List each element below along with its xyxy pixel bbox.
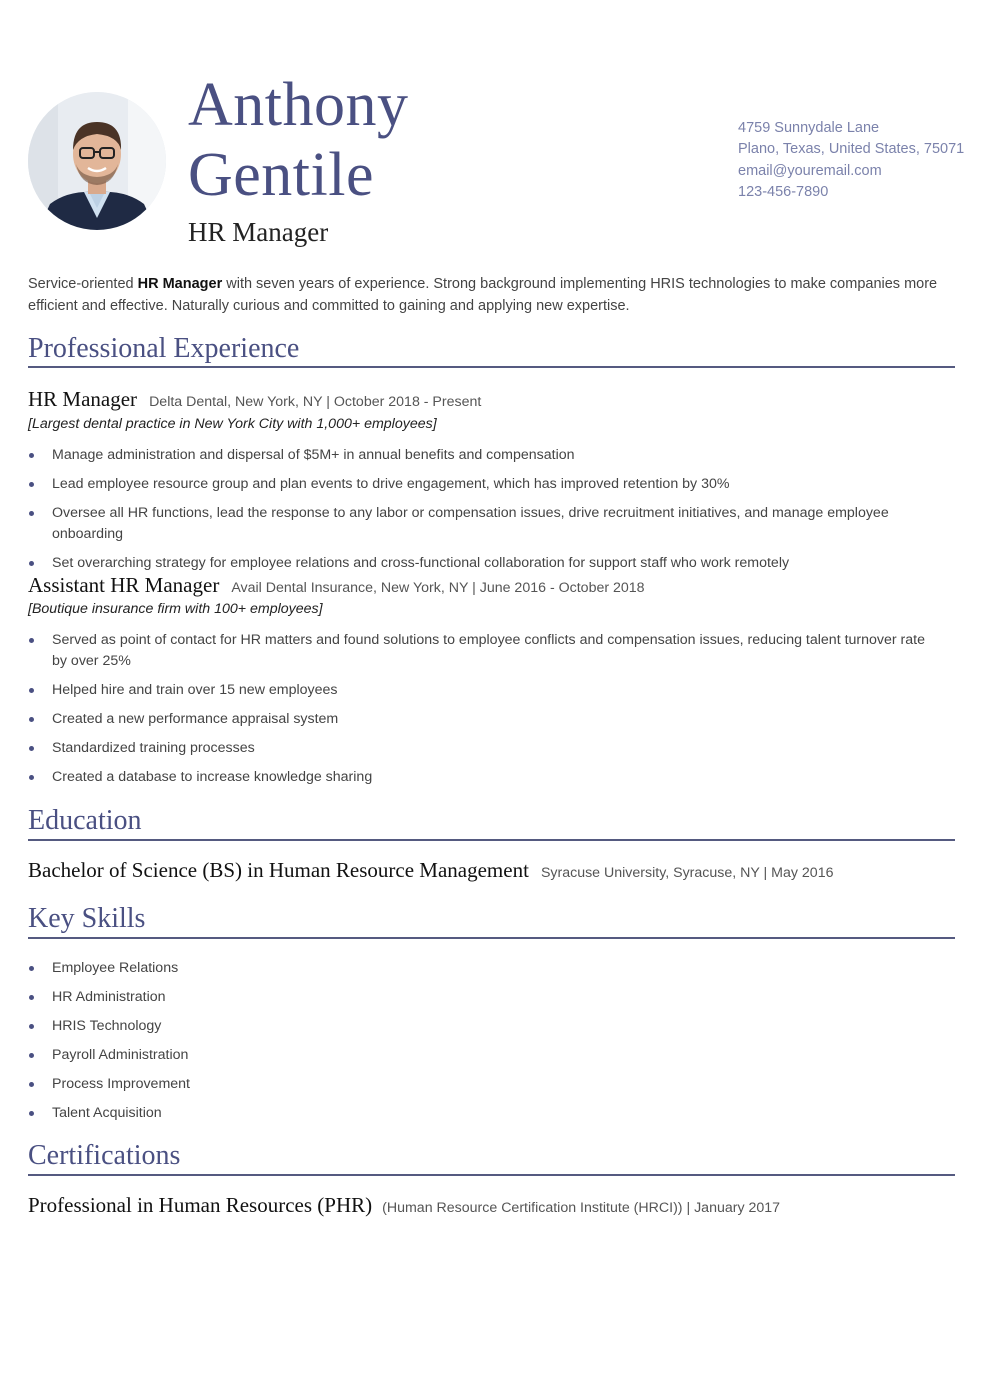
skill-item: Payroll Administration [28, 1045, 958, 1066]
section-title-experience: Professional Experience [28, 333, 300, 364]
list-item: Oversee all HR functions, lead the response to any labor or compensation issues, drive recruitment initiatives, and manage employee onboarding [28, 503, 958, 545]
section-divider [28, 937, 955, 939]
skill-item: HRIS Technology [28, 1016, 958, 1037]
section-divider [28, 366, 955, 368]
list-item: Served as point of contact for HR matters and found solutions to employee conflicts and compensation issues, reducing talent turnover rate by over 25% [28, 630, 958, 672]
email[interactable]: email@youremail.com [738, 162, 882, 179]
education-entry [28, 858, 833, 883]
phone: 123-456-7890 [738, 183, 829, 200]
summary-prefix: Service-oriented [28, 276, 138, 292]
list-item: Lead employee resource group and plan events to drive engagement, which has improved retention by 30% [28, 474, 958, 495]
education-meta: Syracuse University, Syracuse, NY | May 2016 [540, 865, 834, 881]
skill-item: Process Improvement [28, 1074, 958, 1095]
list-item: Manage administration and dispersal of $5M+ in annual benefits and compensation [28, 445, 958, 466]
summary-suffix: with seven years of experience. Strong background implementing HRIS technologies to make companies more efficient and effective. Naturally curious and committed to gaining and applying new expertise. [28, 276, 938, 314]
summary-paragraph [28, 273, 958, 317]
job-1-header [28, 387, 481, 412]
job-2-header [28, 573, 645, 598]
job-2-bullets [28, 630, 958, 788]
job-1-meta: Delta Dental, New York, NY | October 2018 - Present [149, 394, 482, 410]
list-item: Standardized training processes [28, 738, 958, 759]
job-title-heading: HR Manager [188, 217, 329, 247]
section-title-certifications: Certifications [28, 1140, 181, 1171]
section-divider [28, 1174, 955, 1176]
list-item: Set overarching strategy for employee relations and cross-functional collaboration for support staff who work remotely [28, 553, 958, 574]
address-line-1: 4759 Sunnydale Lane [738, 120, 880, 136]
profile-photo [28, 92, 166, 230]
job-2-note: [Boutique insurance firm with 100+ employees] [28, 601, 323, 617]
skill-item: HR Administration [28, 987, 958, 1008]
section-title-education: Education [28, 805, 142, 836]
job-1-title: HR Manager [28, 387, 138, 411]
summary-bold: HR Manager [137, 276, 223, 292]
certification-entry [28, 1193, 780, 1218]
section-divider [28, 839, 955, 841]
list-item: Created a database to increase knowledge sharing [28, 767, 958, 788]
skill-item: Employee Relations [28, 958, 958, 979]
certification-meta: (Human Resource Certification Institute (HRCI)) | January 2017 [382, 1200, 781, 1216]
job-1-bullets [28, 445, 958, 574]
address-line-2: Plano, Texas, United States, 75071 [738, 141, 965, 158]
skill-item: Talent Acquisition [28, 1103, 958, 1124]
job-1-note: [Largest dental practice in New York City with 1,000+ employees] [28, 416, 437, 432]
list-item: Created a new performance appraisal system [28, 709, 958, 730]
degree: Bachelor of Science (BS) in Human Resource Management [28, 858, 529, 882]
skills-list [28, 958, 958, 1124]
job-2-meta: Avail Dental Insurance, New York, NY | June 2016 - October 2018 [231, 580, 645, 596]
candidate-name [188, 70, 409, 210]
list-item: Helped hire and train over 15 new employees [28, 680, 958, 701]
section-title-skills: Key Skills [28, 903, 146, 934]
certification-name: Professional in Human Resources (PHR) [28, 1193, 373, 1217]
person-photo-icon [28, 92, 166, 230]
last-name: Gentile [188, 141, 374, 209]
first-name: Anthony [188, 71, 409, 139]
contact-block [738, 118, 964, 203]
job-2-title: Assistant HR Manager [28, 573, 220, 597]
